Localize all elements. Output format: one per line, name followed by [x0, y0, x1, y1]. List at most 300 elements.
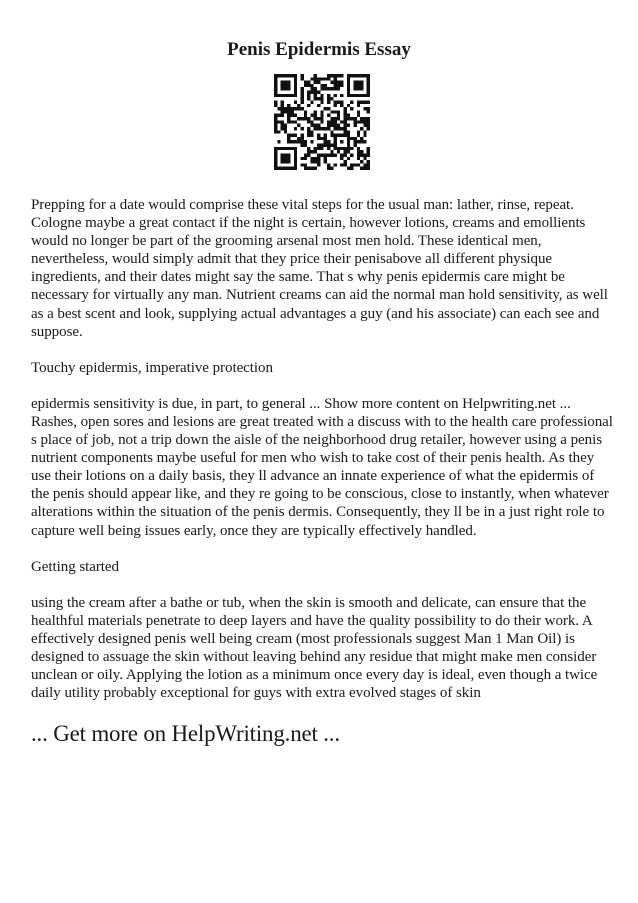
- qr-module: [357, 130, 360, 133]
- qr-module: [347, 157, 350, 160]
- qr-module: [274, 74, 277, 77]
- qr-module: [347, 94, 350, 97]
- qr-module: [310, 114, 313, 117]
- qr-module: [294, 127, 297, 130]
- qr-module: [297, 117, 300, 120]
- qr-module: [294, 160, 297, 163]
- qr-module: [327, 147, 330, 150]
- qr-module: [353, 144, 356, 147]
- qr-module: [300, 100, 303, 103]
- qr-module: [294, 134, 297, 137]
- qr-module: [347, 137, 350, 140]
- qr-module: [281, 87, 284, 90]
- qr-module: [281, 157, 284, 160]
- qr-module: [357, 100, 360, 103]
- qr-module: [320, 147, 323, 150]
- qr-module: [363, 130, 366, 133]
- qr-module: [291, 74, 294, 77]
- qr-module: [327, 100, 330, 103]
- qr-module: [307, 104, 310, 107]
- qr-module: [363, 167, 366, 170]
- qr-module: [274, 94, 277, 97]
- section-heading: Touchy epidermis, imperative protection: [31, 359, 273, 376]
- qr-module: [367, 107, 370, 110]
- qr-module: [320, 117, 323, 120]
- qr-module: [304, 117, 307, 120]
- qr-module: [330, 130, 333, 133]
- qr-module: [353, 94, 356, 97]
- qr-module: [327, 163, 330, 166]
- qr-module: [327, 114, 330, 117]
- qr-module: [320, 100, 323, 103]
- qr-module: [334, 140, 337, 143]
- qr-module: [337, 81, 340, 84]
- qr-module: [291, 120, 294, 123]
- qr-module: [307, 134, 310, 137]
- qr-module: [310, 167, 313, 170]
- qr-module: [363, 100, 366, 103]
- qr-module: [314, 91, 317, 94]
- qr-module: [287, 140, 290, 143]
- qr-module: [294, 74, 297, 77]
- qr-module: [300, 127, 303, 130]
- qr-module: [297, 140, 300, 143]
- qr-module: [307, 120, 310, 123]
- qr-module: [340, 163, 343, 166]
- qr-module: [363, 140, 366, 143]
- qr-module: [357, 81, 360, 84]
- qr-module: [344, 160, 347, 163]
- qr-module: [337, 87, 340, 90]
- qr-module: [337, 74, 340, 77]
- qr-module: [340, 120, 343, 123]
- qr-module: [334, 117, 337, 120]
- qr-module: [310, 130, 313, 133]
- qr-module: [337, 127, 340, 130]
- qr-module: [300, 97, 303, 100]
- qr-module: [317, 104, 320, 107]
- qr-module: [360, 127, 363, 130]
- qr-module: [350, 137, 353, 140]
- qr-module: [357, 110, 360, 113]
- qr-module: [274, 130, 277, 133]
- qr-module: [294, 91, 297, 94]
- qr-module: [337, 100, 340, 103]
- qr-module: [274, 84, 277, 87]
- qr-module: [314, 97, 317, 100]
- qr-module: [274, 100, 277, 103]
- qr-module: [324, 140, 327, 143]
- qr-module: [317, 147, 320, 150]
- qr-module: [347, 130, 350, 133]
- paragraph-intro: Prepping for a date would comprise these vital steps for the usual man: lather, rinse, repeat. Cologne maybe a great contact if the night is certain, however lotions, creams and emollients would no longer be part of the grooming arsenal most men hold. These identical men, nevertheless, would simply admit that they price their penisabove all different physique ingredients, and their dates might say the same. That s why penis epidermis care might be necessary for virtually any man. Nutrient creams can aid the normal man hold sensitivity, as well as a best scent and look, supplying actual advantages a guy (and his associate) can each see and suppose.: [31, 197, 608, 340]
- qr-module: [344, 130, 347, 133]
- qr-module: [330, 153, 333, 156]
- qr-module: [327, 107, 330, 110]
- qr-module: [317, 137, 320, 140]
- qr-module: [304, 84, 307, 87]
- qr-module: [324, 137, 327, 140]
- qr-module: [317, 127, 320, 130]
- qr-module: [281, 153, 284, 156]
- qr-module: [317, 157, 320, 160]
- qr-module: [337, 134, 340, 137]
- qr-module: [353, 137, 356, 140]
- qr-module: [317, 77, 320, 80]
- qr-module: [274, 104, 277, 107]
- qr-module: [347, 144, 350, 147]
- qr-module: [317, 163, 320, 166]
- qr-module: [360, 140, 363, 143]
- qr-module: [294, 107, 297, 110]
- qr-module: [300, 157, 303, 160]
- qr-module: [347, 87, 350, 90]
- qr-module: [300, 163, 303, 166]
- qr-module: [363, 134, 366, 137]
- qr-module: [363, 157, 366, 160]
- qr-module: [314, 160, 317, 163]
- qr-module: [291, 167, 294, 170]
- qr-module: [320, 84, 323, 87]
- qr-module: [281, 147, 284, 150]
- qr-module: [334, 124, 337, 127]
- qr-module: [310, 157, 313, 160]
- qr-module: [337, 114, 340, 117]
- qr-module: [314, 74, 317, 77]
- qr-module: [353, 74, 356, 77]
- qr-module: [320, 114, 323, 117]
- qr-module: [344, 110, 347, 113]
- qr-module: [314, 127, 317, 130]
- qr-module: [350, 163, 353, 166]
- qr-module: [284, 107, 287, 110]
- qr-module: [367, 167, 370, 170]
- qr-module: [274, 147, 277, 150]
- qr-module: [304, 140, 307, 143]
- qr-module: [340, 127, 343, 130]
- qr-module: [327, 120, 330, 123]
- qr-module: [337, 84, 340, 87]
- qr-module: [340, 84, 343, 87]
- qr-module: [320, 97, 323, 100]
- qr-module: [281, 107, 284, 110]
- qr-module: [320, 144, 323, 147]
- qr-module: [340, 100, 343, 103]
- qr-module: [287, 114, 290, 117]
- qr-module: [353, 87, 356, 90]
- qr-module: [327, 97, 330, 100]
- qr-module: [287, 94, 290, 97]
- qr-module: [320, 153, 323, 156]
- qr-module: [304, 157, 307, 160]
- qr-module: [360, 117, 363, 120]
- qr-module: [347, 124, 350, 127]
- qr-module: [294, 94, 297, 97]
- qr-module: [363, 153, 366, 156]
- qr-module: [297, 104, 300, 107]
- qr-module: [281, 114, 284, 117]
- qr-module: [287, 87, 290, 90]
- qr-module: [287, 160, 290, 163]
- qr-module: [344, 117, 347, 120]
- qr-module: [334, 110, 337, 113]
- qr-module: [291, 134, 294, 137]
- qr-module: [310, 140, 313, 143]
- qr-module: [314, 157, 317, 160]
- qr-module: [334, 74, 337, 77]
- qr-module: [284, 153, 287, 156]
- qr-module: [324, 77, 327, 80]
- qr-module: [340, 134, 343, 137]
- qr-module: [277, 120, 280, 123]
- qr-module: [324, 134, 327, 137]
- qr-module: [360, 100, 363, 103]
- qr-module: [274, 91, 277, 94]
- qr-module: [320, 137, 323, 140]
- qr-module: [314, 94, 317, 97]
- qr-module: [297, 124, 300, 127]
- qr-module: [274, 150, 277, 153]
- qr-module: [327, 140, 330, 143]
- qr-module: [284, 160, 287, 163]
- qr-module: [334, 144, 337, 147]
- qr-module: [277, 140, 280, 143]
- qr-module: [317, 117, 320, 120]
- qr-module: [317, 81, 320, 84]
- qr-module: [340, 74, 343, 77]
- qr-module: [287, 81, 290, 84]
- qr-module: [350, 94, 353, 97]
- qr-module: [327, 87, 330, 90]
- qr-module: [284, 130, 287, 133]
- qr-module: [350, 153, 353, 156]
- qr-module: [281, 110, 284, 113]
- qr-module: [340, 140, 343, 143]
- qr-module: [334, 120, 337, 123]
- qr-module: [274, 124, 277, 127]
- qr-module: [344, 120, 347, 123]
- section-heading: Getting started: [31, 558, 119, 575]
- qr-module: [353, 120, 356, 123]
- qr-module: [367, 84, 370, 87]
- qr-module: [281, 160, 284, 163]
- qr-module: [287, 147, 290, 150]
- essay-body: [31, 196, 616, 748]
- qr-module: [334, 163, 337, 166]
- qr-module: [310, 150, 313, 153]
- qr-module: [347, 114, 350, 117]
- qr-module: [327, 74, 330, 77]
- qr-module: [304, 114, 307, 117]
- qr-module: [310, 91, 313, 94]
- qr-module: [297, 107, 300, 110]
- qr-module: [350, 100, 353, 103]
- qr-module: [367, 124, 370, 127]
- qr-module: [320, 87, 323, 90]
- qr-module: [357, 114, 360, 117]
- qr-module: [274, 160, 277, 163]
- qr-module: [284, 94, 287, 97]
- qr-module: [274, 157, 277, 160]
- qr-module: [340, 94, 343, 97]
- qr-module: [363, 94, 366, 97]
- qr-module: [334, 100, 337, 103]
- qr-module: [277, 147, 280, 150]
- qr-module: [367, 74, 370, 77]
- qr-module: [347, 104, 350, 107]
- qr-module: [337, 147, 340, 150]
- qr-module: [360, 120, 363, 123]
- qr-module: [334, 94, 337, 97]
- get-more-link[interactable]: ... Get more on HelpWriting.net ...: [31, 721, 340, 747]
- qr-module: [344, 150, 347, 153]
- qr-module: [363, 163, 366, 166]
- qr-module: [281, 81, 284, 84]
- qr-module: [304, 163, 307, 166]
- qr-module: [284, 87, 287, 90]
- qr-module: [281, 100, 284, 103]
- qr-module: [300, 140, 303, 143]
- qr-module: [314, 124, 317, 127]
- qr-module: [353, 163, 356, 166]
- qr-module: [300, 91, 303, 94]
- qr-module: [281, 104, 284, 107]
- qr-module: [291, 110, 294, 113]
- qr-module: [287, 167, 290, 170]
- qr-module: [294, 140, 297, 143]
- qr-module: [284, 81, 287, 84]
- qr-module: [320, 127, 323, 130]
- qr-module: [353, 84, 356, 87]
- qr-module: [347, 117, 350, 120]
- qr-module: [287, 134, 290, 137]
- qr-module: [277, 94, 280, 97]
- qr-module: [330, 120, 333, 123]
- qr-module: [300, 107, 303, 110]
- qr-module: [294, 114, 297, 117]
- qr-module: [347, 134, 350, 137]
- qr-module: [310, 77, 313, 80]
- qr-module: [287, 153, 290, 156]
- qr-module: [324, 127, 327, 130]
- qr-module: [324, 144, 327, 147]
- qr-module: [281, 120, 284, 123]
- qr-module: [314, 147, 317, 150]
- qr-module: [304, 110, 307, 113]
- qr-module: [300, 74, 303, 77]
- qr-module: [367, 163, 370, 166]
- qr-module: [281, 74, 284, 77]
- qr-module: [334, 137, 337, 140]
- qr-module: [360, 94, 363, 97]
- qr-module: [291, 114, 294, 117]
- qr-module: [340, 81, 343, 84]
- qr-module: [344, 163, 347, 166]
- qr-module: [360, 150, 363, 153]
- qr-module: [350, 117, 353, 120]
- qr-module: [327, 144, 330, 147]
- qr-module: [344, 134, 347, 137]
- qr-module: [307, 117, 310, 120]
- page-title: Penis Epidermis Essay: [227, 39, 411, 60]
- qr-module: [330, 124, 333, 127]
- qr-module: [307, 167, 310, 170]
- qr-module: [350, 167, 353, 170]
- qr-module: [320, 77, 323, 80]
- qr-module: [274, 87, 277, 90]
- qr-module: [344, 127, 347, 130]
- qr-module: [287, 120, 290, 123]
- qr-module: [274, 117, 277, 120]
- qr-module: [281, 84, 284, 87]
- qr-module: [357, 147, 360, 150]
- qr-module: [324, 107, 327, 110]
- qr-module: [314, 77, 317, 80]
- qr-module: [327, 77, 330, 80]
- qr-module: [291, 140, 294, 143]
- qr-module: [277, 130, 280, 133]
- qr-module: [274, 163, 277, 166]
- qr-module: [294, 87, 297, 90]
- qr-module: [330, 97, 333, 100]
- qr-module: [307, 91, 310, 94]
- qr-module: [281, 124, 284, 127]
- qr-module: [324, 84, 327, 87]
- qr-module: [337, 150, 340, 153]
- qr-module: [320, 94, 323, 97]
- qr-module: [307, 150, 310, 153]
- qr-module: [277, 167, 280, 170]
- qr-module: [291, 147, 294, 150]
- qr-module: [310, 134, 313, 137]
- qr-module: [337, 117, 340, 120]
- qr-module: [357, 74, 360, 77]
- qr-module: [294, 153, 297, 156]
- qr-module: [327, 124, 330, 127]
- qr-module: [330, 81, 333, 84]
- qr-module: [317, 160, 320, 163]
- qr-module: [287, 107, 290, 110]
- qr-module: [360, 87, 363, 90]
- qr-module: [284, 147, 287, 150]
- qr-module: [314, 81, 317, 84]
- qr-module: [287, 157, 290, 160]
- qr-module: [344, 124, 347, 127]
- qr-module: [357, 84, 360, 87]
- qr-module: [300, 77, 303, 80]
- qr-module: [287, 104, 290, 107]
- qr-module: [347, 81, 350, 84]
- qr-module: [284, 74, 287, 77]
- qr-module: [274, 167, 277, 170]
- qr-module: [324, 157, 327, 160]
- qr-module: [287, 137, 290, 140]
- qr-module: [294, 77, 297, 80]
- qr-module: [274, 153, 277, 156]
- qr-module: [314, 114, 317, 117]
- qr-module: [304, 153, 307, 156]
- qr-module: [300, 134, 303, 137]
- qr-module: [294, 81, 297, 84]
- qr-module: [310, 120, 313, 123]
- qr-module: [274, 127, 277, 130]
- qr-module: [294, 84, 297, 87]
- qr-module: [324, 160, 327, 163]
- qr-module: [360, 84, 363, 87]
- qr-module: [281, 127, 284, 130]
- qr-module: [314, 87, 317, 90]
- qr-module: [330, 117, 333, 120]
